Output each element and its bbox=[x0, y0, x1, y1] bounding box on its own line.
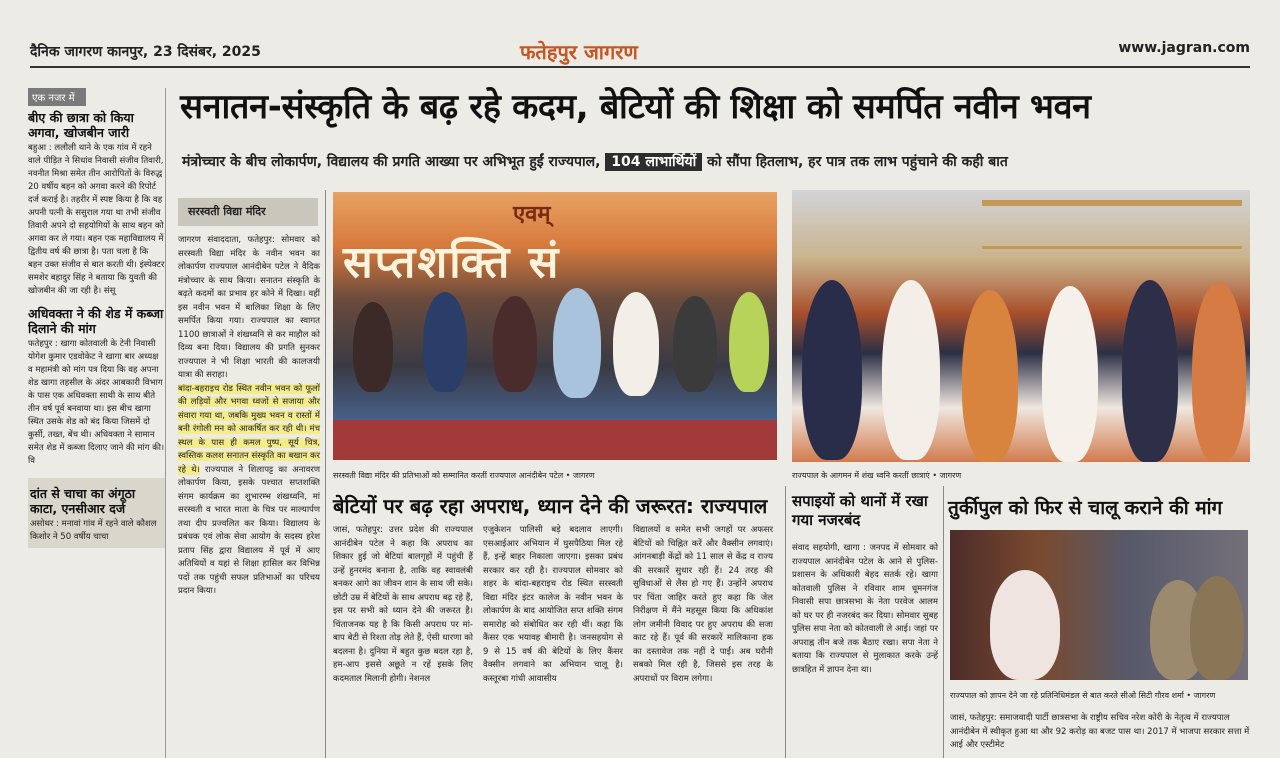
pandal-frame bbox=[982, 200, 1242, 249]
lead-highlighted-paragraph: बांदा-बहराइच रोड स्थित नवीन भवन को फूलों की लड़ियों और भगवा ध्वजों से सजाया और संवारा गया था, जबकि मुख्य भवन व रास्तों में बनी रंगोली मन को आकर्षित कर रही थी। मंच स्थल के पास ही कमल पुष्प, सूर्य चित्र, स्वस्तिक कलश सनातन संस्कृति का बखान कर रहे थे। bbox=[178, 383, 320, 475]
section-label: सरस्वती विद्या मंदिर bbox=[188, 205, 266, 218]
main-headline: सनातन-संस्कृति के बढ़ रहे कदम, बेटियों की शिक्षा को समर्पित नवीन भवन bbox=[180, 87, 1091, 127]
person-figure bbox=[962, 290, 1018, 462]
detention-body: संवाद सहयोगी, खागा : जनपद में सोमवार को राज्यपाल आनंदीबेन पटेल के आने से पुलिस-प्रशासन के अधिकारी बेहद सतर्क रहे। खागा कोतवाली पुलिस ने रविवार शाम धूमनगंज निवासी सपा छात्रसभा के नेता परवेज आलम को घर पर ही नजरबंद कर दिया। सोमवार सुबह पुलिस सपा नेता को कोतवाली ले आई। जहां पर अपराह्न तीन बजे तक बैठाए रखा। सपा नेता ने बताया कि राज्यपाल से मुलाकात करके उन्हें छात्रहित में ज्ञापन देना था। bbox=[792, 543, 938, 675]
banner-text-top: एवम् bbox=[513, 201, 551, 227]
governor-story-col-3: विद्यालयों व समेत सभी जगहों पर अफसर बेटियों को चिह्नित करें और वैक्सीन लगवाएं। आंगनबाड़ी केंद्रों को 11 साल से केंद्र व राज्य की सरकारें सुधार रही हैं। 24 तरह की सुविधाओं से लैस हो गए हैं। उन्होंने अपराध पर चिंता जाहिर करते हुए कहा कि जेल निरीक्षण में मैंने महसूस किया कि अधिकांश लोग जमीनी विवाद पर हुए अपराध की सजा काट रहे हैं। पूर्व की सरकारें मालिकाना हक का दस्तावेज तक नहीं दे पाईं। अब घरौनी सबको मिल रही है, जिससे इस तरह के अपराधों पर विराम लगेगा। bbox=[633, 525, 773, 684]
photo-police-meeting bbox=[950, 530, 1248, 680]
column-divider bbox=[785, 486, 786, 758]
detention-headline: सपाइयों को थानों में रखा गया नजरबंद bbox=[792, 492, 928, 529]
governor-story-col-2: एजुकेशन पालिसी बड़े बदलाव लाएगी। एसआईआर अभियान में घुसपैठिया मिल रहे हैं, इन्हें बाहर निकाला जाएगा। इसका प्रबंध सरकार कर रही है। राज्यपाल सोमवार को शहर के बांदा-बहराइच रोड स्थित सरस्वती विद्या मंदिर इंटर कालेज के नवीन भवन के लोकार्पण के बाद आयोजित सप्त शक्ति संगम समारोह को संबोधित कर रही थीं। कहा कि कैंसर एक भयावह बीमारी है। जनसहयोग से 9 से 15 वर्ष की बेटियों के लिए कैंसर वैक्सीन लगवाने का अभियान चालू है। कस्तूरबा गांधी आवासीय bbox=[483, 525, 623, 684]
sub-headline-part1: मंत्रोच्चार के बीच लोकार्पण, विद्यालय की प्रगति आख्या पर अभिभूत हुईं राज्यपाल, bbox=[182, 154, 601, 170]
brief-1-body: बहुआ : ललौली थाने के एक गांव में रहने वाले पीड़ित ने सिधांव निवासी संजीव तिवारी, नवनीत मिश्रा समेत तीन आरोपितों के विरुद्ध 20 वर्षीय बहन को अगवा करने की रिपोर्ट दर्ज कराई है। तहरीर में स्पष्ट किया है कि वह अपनी पत्नी के ससुराल गया था तभी संजीव तिवारी अपने दो सहयोगियों के साथ बहन को अगवा कर ले गया। बहन एक महाविद्यालय में द्वितीय वर्ष की छात्रा है। पता चला है कि बहन उक्त संजीव से बात करती थी। इंस्पेक्टर समशेर बहादुर सिंह ने बताया कि युवती की खोजबीन की जा रही है। संसू bbox=[28, 143, 165, 296]
person-figure bbox=[1192, 282, 1246, 462]
person-figure bbox=[353, 302, 393, 392]
photo-conch-caption: राज्यपाल के आगमन में शंख ध्वनि करतीं छात्राएं • जागरण bbox=[792, 471, 962, 480]
turkipul-headline: तुर्कीपुल को फिर से चालू कराने की मांग bbox=[948, 497, 1223, 519]
brief-1-title: बीए की छात्रा को किया अगवा, खोजबीन जारी bbox=[28, 110, 134, 140]
person-figure bbox=[990, 570, 1060, 680]
masthead bbox=[30, 36, 1250, 68]
photo-conch-girls bbox=[792, 190, 1250, 462]
brief-2-body: फतेहपुर : खागा कोतवाली के टेनी निवासी योगेश कुमार एडवोकेट ने खागा बार अध्यक्ष व महामंत्री को मांग पत्र दिया कि वह अपना शेड खागा तहसील के अंदर आबकारी विभाग के पास एक अधिवक्ता साथी के साथ बीते तीन वर्ष पूर्व बनवाया था। इस बीच खागा स्थित उसके शेड को बंद किया जिसमें दो कुर्सी, तख्त, बेंच थी। अधिवक्ता ने सामान समेत शेड में कब्जा दिलाए जाने की मांग की। वि bbox=[28, 339, 165, 466]
person-figure bbox=[882, 280, 940, 460]
photo-award-caption: सरस्वती विद्या मंदिर की प्रतिभाओं को सम्मानित करतीं राज्यपाल आनंदीबेन पटेल • जागरण bbox=[333, 471, 595, 480]
masthead-edition: फतेहपुर जागरण bbox=[520, 40, 638, 64]
column-divider bbox=[943, 486, 944, 758]
brief-column bbox=[28, 88, 166, 758]
column-divider bbox=[325, 190, 326, 758]
stage-decoration bbox=[333, 420, 777, 460]
turkipul-body: जासं, फतेहपुर: समाजवादी पार्टी छात्रसभा के राष्ट्रीय सचिव नरेश कोरी के नेतृत्व में राज्यपाल आनंदीबेन में स्वीकृत हुआ था और 92 करोड़ का बजट पास था। 2017 में भाजपा सरकार सत्ता में आई और एस्टीमेट bbox=[950, 713, 1250, 750]
photo-police-caption: राज्यपाल को ज्ञापन देने जा रहे प्रतिनिधिमंडल से बात करते सीओ सिटी गौरव शर्मा • जागरण bbox=[950, 691, 1216, 700]
photo-award-ceremony bbox=[333, 192, 777, 460]
governor-story-headline: बेटियों पर बढ़ रहा अपराध, ध्यान देने की जरूरत: राज्यपाल bbox=[333, 494, 768, 518]
brief-3-box bbox=[28, 478, 165, 548]
person-figure bbox=[1190, 576, 1244, 680]
person-figure bbox=[423, 292, 467, 392]
governor-story-col-1: जासं, फतेहपुर: उत्तर प्रदेश की राज्यपाल आनंदीबेन पटेल ने कहा कि अपराध का शिकार हुई जो बेटियां बालगृहों में पहुंची हैं उन्हें हुनरमंद बनाना है, ताकि वह स्वावलंबी बनकर आगे का जीवन शान के साथ जी सके। छोटी उम्र में बेटियों के साथ अपराध बढ़ रहे हैं, इस पर सभी को ध्यान देने की जरूरत है। चिंताजनक यह है कि किसी अपराध पर मां-बाप बेटी से रिश्ता तोड़ लेते हैं, ऐसी धारणा को बदलना है। दुनिया में बहुत कुछ बदल रहा है, हम-आप इससे अछूते न रहें इसके लिए कदमताल मिलानी होगी। नेशनल bbox=[333, 525, 473, 684]
person-figure bbox=[673, 296, 717, 392]
person-figure bbox=[493, 296, 537, 392]
lead-paragraph-2: राज्यपाल ने शिलापट्ट का अनावरण लोकार्पण किया, इसके पश्चात सप्तशक्ति संगम कार्यक्रम का शुभारम्भ शंखध्वनि, मां सरस्वती व भारत माता के चित्र पर माल्यार्पण तथा दीप प्रज्वलित कर किया। विद्यालय के प्रबंधक एवं लोक सेवा आयोग के सदस्य हरेश प्रताप सिंह द्वारा विद्यालय में पूर्व में आए अतिथियों व यहां से शिक्षा हासिल कर विभिन्न पदों तक पहुंची सफल प्रतिभाओं का परिचय प्रदान किया। bbox=[178, 464, 320, 596]
lead-story-body bbox=[178, 234, 320, 599]
brief-3-body: असोथर : मनावां गांव में रहने वाले कौशल किशोर ने 50 वर्षीय चाचा bbox=[30, 519, 157, 542]
brief-3-title: दांत से चाचा का अंगूठा काटा, एनसीआर दर्ज bbox=[30, 486, 136, 516]
brief-tag: एक नजर में bbox=[28, 88, 86, 106]
brief-2-title: अधिवक्ता ने की शेड में कब्जा दिलाने की मांग bbox=[28, 306, 164, 336]
masthead-website: www.jagran.com bbox=[1118, 40, 1250, 56]
beneficiaries-badge: 104 लाभार्थियों bbox=[605, 153, 702, 171]
person-figure bbox=[802, 280, 862, 460]
lead-paragraph-1: जागरण संवाददाता, फतेहपुर: सोमवार को सरस्वती विद्या मंदिर के नवीन भवन का लोकार्पण राज्यपाल आनंदीबेन पटेल ने वैदिक मंत्रोच्चार के साथ किया। सनातन संस्कृति के बढ़ते कदमों का प्रभाव हर कोने में दिखा। वहीं इस नवीन भवन में बालिका शिक्षा के लिए समर्पित किया गया। राज्यपाल का स्वागत 1100 छात्राओं ने शंखध्वनि से कर माहौल को दिव्य बना दिया। विद्यालय की प्रगति सुनकर राज्यपाल ने भी शिक्षा भारती की कालजयी यात्रा की सराहा। bbox=[178, 235, 320, 380]
section-label-box bbox=[178, 198, 318, 226]
masthead-date: दैनिक जागरण कानपुर, 23 दिसंबर, 2025 bbox=[30, 44, 261, 60]
sub-headline-part2: को सौंपा हितलाभ, हर पात्र तक लाभ पहुंचाने की कही बात bbox=[707, 154, 1008, 170]
banner-text-main: सप्तशक्ति सं bbox=[343, 237, 561, 288]
person-figure bbox=[729, 292, 769, 392]
sub-headline bbox=[182, 152, 1252, 171]
person-figure bbox=[613, 292, 659, 396]
person-figure bbox=[553, 288, 601, 398]
person-figure bbox=[1122, 280, 1178, 462]
person-figure bbox=[1042, 286, 1098, 462]
